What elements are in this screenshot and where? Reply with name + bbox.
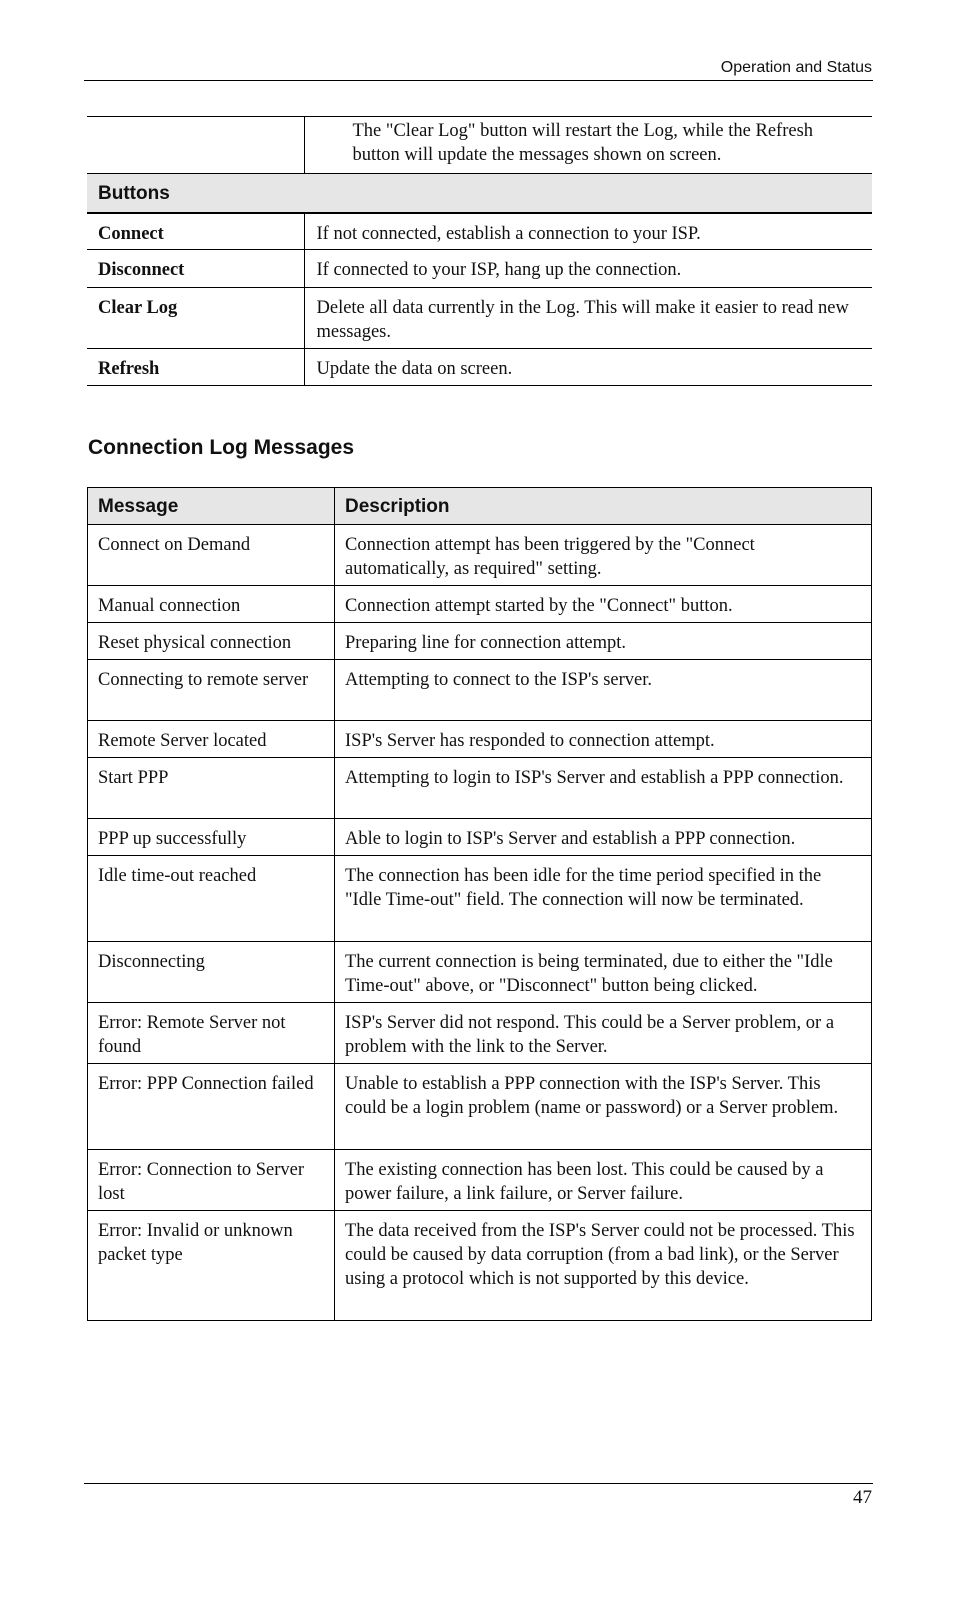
message-cell: Idle time-out reached (88, 856, 335, 942)
column-header-description: Description (335, 488, 872, 525)
description-cell: Attempting to login to ISP's Server and establish a PPP connection. (335, 758, 872, 819)
table-header-row (88, 488, 872, 525)
table-row (88, 623, 872, 660)
description-cell: The existing connection has been lost. This could be caused by a power failure, a link failure, or Server failure. (335, 1150, 872, 1211)
table-row (88, 856, 872, 942)
table-row (88, 721, 872, 758)
buttons-table (87, 116, 872, 386)
message-cell: Remote Server located (88, 721, 335, 758)
message-cell: PPP up successfully (88, 819, 335, 856)
section-title: Connection Log Messages (88, 436, 355, 459)
button-description: Delete all data currently in the Log. This will make it easier to read new messages. (304, 288, 872, 349)
empty-cell (87, 117, 304, 174)
page-number: 47 (853, 1487, 872, 1508)
table-row (87, 250, 872, 288)
message-cell: Disconnecting (88, 942, 335, 1003)
description-cell: The connection has been idle for the time period specified in the "Idle Time-out" field. The connection will now be terminated. (335, 856, 872, 942)
log-messages-table (87, 487, 872, 1321)
table-row (88, 525, 872, 586)
table-row (88, 942, 872, 1003)
description-cell: Attempting to connect to the ISP's server. (335, 660, 872, 721)
table-row (87, 213, 872, 250)
buttons-section-row (87, 174, 872, 213)
table-row (88, 758, 872, 819)
table-row (88, 660, 872, 721)
description-cell: Able to login to ISP's Server and establish a PPP connection. (335, 819, 872, 856)
button-name: Connect (87, 213, 304, 250)
table-row (88, 586, 872, 623)
continuation-text: The "Clear Log" button will restart the Log, while the Refresh button will update the messages shown on screen. (304, 117, 872, 174)
button-description: If connected to your ISP, hang up the connection. (304, 250, 872, 288)
buttons-section-label: Buttons (87, 174, 872, 213)
column-header-message: Message (88, 488, 335, 525)
description-cell: ISP's Server has responded to connection attempt. (335, 721, 872, 758)
description-cell: The data received from the ISP's Server could not be processed. This could be caused by data corruption (from a bad link), or the Server using a protocol which is not supported by this device. (335, 1211, 872, 1321)
message-cell: Reset physical connection (88, 623, 335, 660)
message-cell: Start PPP (88, 758, 335, 819)
description-cell: Connection attempt has been triggered by the "Connect automatically, as required" setting. (335, 525, 872, 586)
message-cell: Connect on Demand (88, 525, 335, 586)
table-row (87, 349, 872, 386)
description-cell: Connection attempt started by the "Connect" button. (335, 586, 872, 623)
button-name: Clear Log (87, 288, 304, 349)
message-cell: Error: PPP Connection failed (88, 1064, 335, 1150)
description-cell: The current connection is being terminated, due to either the "Idle Time-out" above, or "Disconnect" button being clicked. (335, 942, 872, 1003)
table-row (88, 1150, 872, 1211)
button-description: If not connected, establish a connection to your ISP. (304, 213, 872, 250)
table-row (88, 1064, 872, 1150)
header-rule (84, 80, 873, 81)
table-row (88, 1003, 872, 1064)
table-row (88, 1211, 872, 1321)
button-description: Update the data on screen. (304, 349, 872, 386)
message-cell: Connecting to remote server (88, 660, 335, 721)
button-name: Disconnect (87, 250, 304, 288)
table-row (87, 288, 872, 349)
table-row (87, 117, 872, 174)
table-row (88, 819, 872, 856)
button-name: Refresh (87, 349, 304, 386)
message-cell: Error: Invalid or unknown packet type (88, 1211, 335, 1321)
message-cell: Manual connection (88, 586, 335, 623)
description-cell: Unable to establish a PPP connection with the ISP's Server. This could be a login problem (name or password) or a Server problem. (335, 1064, 872, 1150)
message-cell: Error: Connection to Server lost (88, 1150, 335, 1211)
message-cell: Error: Remote Server not found (88, 1003, 335, 1064)
description-cell: Preparing line for connection attempt. (335, 623, 872, 660)
footer-rule (84, 1483, 873, 1484)
running-header: Operation and Status (720, 59, 872, 76)
description-cell: ISP's Server did not respond. This could be a Server problem, or a problem with the link to the Server. (335, 1003, 872, 1064)
